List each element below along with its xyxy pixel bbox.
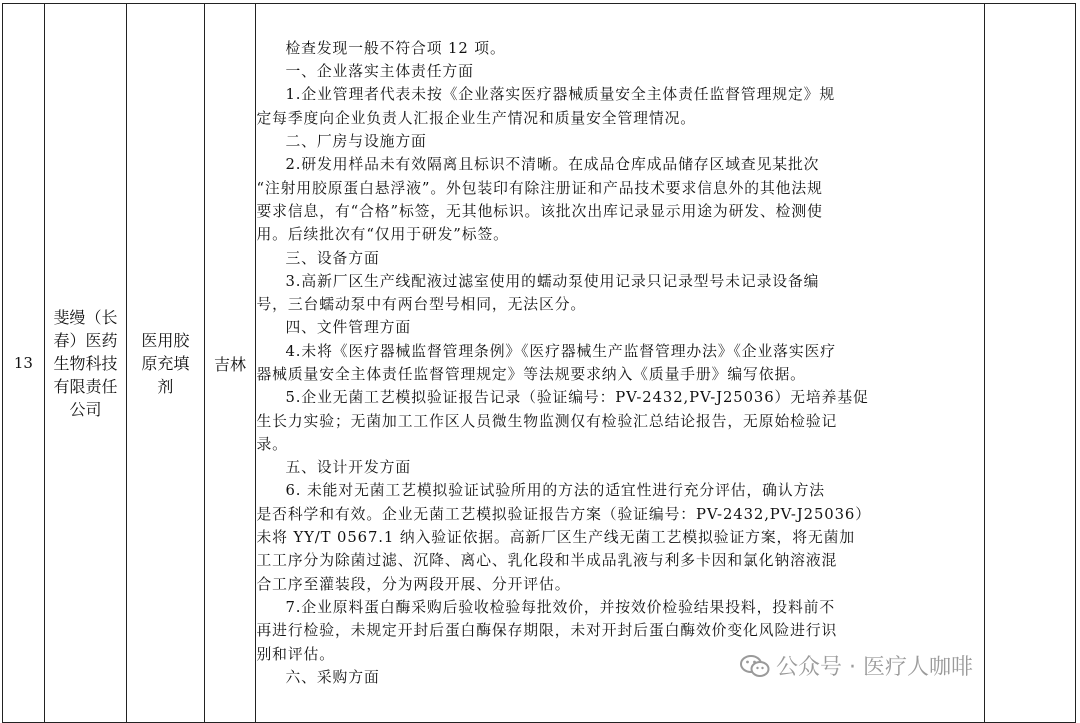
findings-line: 7.企业原料蛋白酶采购后验收检验每批效价，并按效价检验结果投料，投料前不: [285, 598, 836, 616]
findings-line: 生长力实验；无菌加工工作区人员微生物监测仅有检验汇总结论报告，无原始检验记: [256, 412, 838, 430]
product-name-line: 原充填: [141, 353, 190, 373]
company-name-line: 斐缦（长: [53, 307, 118, 327]
product-name-line: 医用胶: [141, 330, 190, 350]
findings-line: 未将 YY/T 0567.1 纳入验证依据。高新厂区生产线无菌工艺模拟验证方案，将无菌加: [256, 529, 856, 547]
findings-line: 检查发现一般不符合项 12 项。: [285, 39, 506, 57]
findings-line: 一、企业落实主体责任方面: [285, 63, 474, 81]
findings-line: 6. 未能对无菌工艺模拟验证试验所用的方法的适宜性进行充分评估，确认方法: [285, 482, 825, 500]
wechat-logo-icon: [740, 654, 770, 678]
findings-line: 3.高新厂区生产线配液过滤室使用的蠕动泵使用记录只记录型号未记录设备编: [285, 272, 820, 290]
findings-line: 二、厂房与设施方面: [285, 133, 427, 151]
findings-line: 5.企业无菌工艺模拟验证报告记录（验证编号：PV-2432,PV-J25036）无培养基促: [285, 389, 869, 407]
findings-line: 定每季度向企业负责人汇报企业生产情况和质量安全管理情况。: [256, 109, 696, 127]
province-cell: 吉林: [204, 4, 256, 723]
findings-line: 再进行检验，未规定开封后蛋白酶保存期限，未对开封后蛋白酶效价变化风险进行识: [256, 622, 838, 640]
findings-line: 合工序至灌装段，分为两段开展、分开评估。: [256, 575, 571, 593]
product-name-cell: [127, 4, 204, 723]
findings-line: 三、设备方面: [285, 249, 380, 267]
findings-line: 器械质量安全主体责任监督管理规定》等法规要求纳入《质量手册》编写依据。: [256, 366, 806, 383]
row-number: 13: [3, 4, 45, 723]
findings-line: 号，三台蠕动泵中有两台型号相同，无法区分。: [256, 296, 587, 314]
findings-line: 用。后续批次有“仅用于研发”标签。: [256, 226, 509, 244]
product-name-line: 剂: [157, 376, 174, 396]
company-name-line: 生物科技: [53, 353, 118, 373]
empty-cell: [985, 4, 1076, 723]
findings-line: 五、设计开发方面: [285, 459, 412, 477]
findings-line: 别和评估。: [256, 645, 335, 663]
watermark-text: 公众号 · 医疗人咖啡: [776, 655, 973, 680]
findings-line: 1.企业管理者代表未按《企业落实医疗器械质量安全主体责任监督管理规定》规: [285, 86, 836, 104]
findings-line: “注射用胶原蛋白悬浮液”。外包装印有除注册证和产品技术要求信息外的其他法规: [256, 179, 823, 197]
findings-cell: [256, 4, 985, 723]
company-name-line: 春）医药: [53, 330, 118, 350]
company-name-cell: [44, 4, 126, 723]
company-name-line: 公司: [69, 399, 102, 419]
findings-line: 录。: [256, 435, 288, 453]
inspection-table: [2, 3, 1076, 723]
table-row: [3, 4, 1076, 723]
watermark: [740, 650, 973, 681]
findings-line: 要求信息，有“合格”标签，无其他标识。该批次出库记录显示用途为研发、检测使: [256, 202, 823, 220]
findings-line: 是否科学和有效。企业无菌工艺模拟验证报告方案（验证编号：PV-2432,PV-J25036）: [256, 505, 871, 523]
findings-line: 四、文件管理方面: [285, 319, 412, 337]
company-name-line: 有限责任: [53, 376, 118, 396]
findings-line: 六、采购方面: [285, 668, 380, 686]
findings-line: 2.研发用样品未有效隔离且标识不清晰。在成品仓库成品储存区域查见某批次: [285, 156, 820, 174]
findings-line: 4.未将《医疗器械监督管理条例》《医疗器械生产监督管理办法》《企业落实医疗: [285, 342, 836, 360]
findings-line: 工工序分为除菌过滤、沉降、离心、乳化段和半成品乳液与利多卡因和氯化钠溶液混: [256, 552, 838, 570]
